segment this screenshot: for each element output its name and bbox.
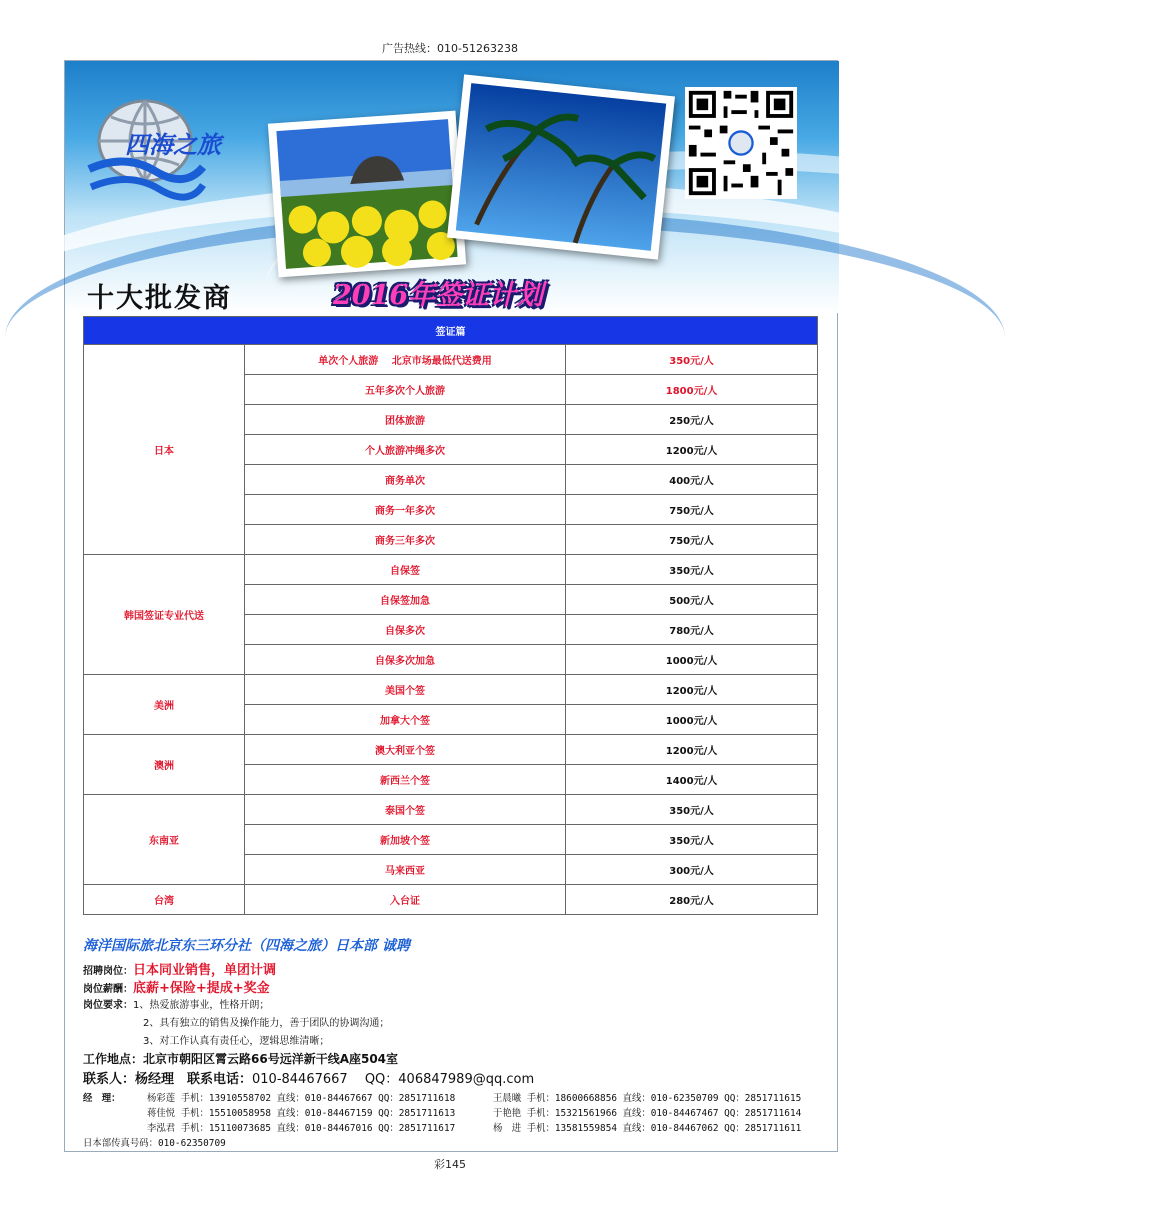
globe-logo-icon <box>85 91 221 203</box>
price-cell: 280元/人 <box>566 885 818 915</box>
visa-plan-heading: 2016年签证计划 <box>333 280 544 311</box>
manager-contact: 李泓君 手机：15110073685 直线：010-84467016 QQ：2851711617 <box>147 1123 456 1134</box>
page-number: 彩145 <box>434 1158 466 1171</box>
price-cell: 350元/人 <box>566 825 818 855</box>
price-cell: 1200元/人 <box>566 675 818 705</box>
manager-contact: 于艳艳 手机：15321561966 直线：010-84467467 QQ：2851711614 <box>493 1108 802 1119</box>
visa-item-cell: 入台证 <box>245 885 566 915</box>
region-cell: 澳洲 <box>84 735 245 795</box>
fax-number: 日本部传真号码：010-62350709 <box>83 1138 226 1149</box>
price-cell: 250元/人 <box>566 405 818 435</box>
price-cell: 750元/人 <box>566 495 818 525</box>
table-row <box>84 675 818 705</box>
visa-item-cell: 泰国个签 <box>245 795 566 825</box>
visa-item-cell: 新西兰个签 <box>245 765 566 795</box>
table-row <box>84 795 818 825</box>
price-cell: 1000元/人 <box>566 645 818 675</box>
requirement-2: 2、具有独立的销售及操作能力，善于团队的协调沟通； <box>143 1018 390 1029</box>
price-cell: 750元/人 <box>566 525 818 555</box>
visa-item-cell: 商务单次 <box>245 465 566 495</box>
visa-item-cell: 新加坡个签 <box>245 825 566 855</box>
qr-code-icon <box>685 87 797 199</box>
price-cell: 400元/人 <box>566 465 818 495</box>
requirement-label: 岗位要求： <box>83 1000 133 1011</box>
visa-item-cell: 个人旅游冲绳多次 <box>245 435 566 465</box>
manager-contact: 杨彩莲 手机：13910558702 直线：010-84467667 QQ：2851711618 <box>147 1093 456 1104</box>
price-cell: 500元/人 <box>566 585 818 615</box>
visa-item-cell: 商务三年多次 <box>245 525 566 555</box>
region-cell: 台湾 <box>84 885 245 915</box>
table-row <box>84 885 818 915</box>
table-row <box>84 555 818 585</box>
manager-contact: 王晨曦 手机：18600668856 直线：010-62350709 QQ：2851711615 <box>493 1093 802 1104</box>
logo-text: 四海之旅 <box>125 130 221 159</box>
ad-hotline: 广告热线：010-51263238 <box>382 42 518 55</box>
price-cell: 300元/人 <box>566 855 818 885</box>
visa-item-cell: 自保多次 <box>245 615 566 645</box>
requirement-1: 1、热爱旅游事业，性格开朗； <box>133 1000 270 1011</box>
visa-item-cell: 单次个人旅游 北京市场最低代送费用 <box>245 345 566 375</box>
advertisement-page <box>64 60 838 1152</box>
region-cell: 美洲 <box>84 675 245 735</box>
table-title: 签证篇 <box>84 317 818 345</box>
salary-label: 岗位薪酬： <box>83 984 133 995</box>
visa-item-cell: 商务一年多次 <box>245 495 566 525</box>
table-row <box>84 735 818 765</box>
price-cell: 350元/人 <box>566 795 818 825</box>
price-cell: 1800元/人 <box>566 375 818 405</box>
price-cell: 1400元/人 <box>566 765 818 795</box>
visa-item-cell: 美国个签 <box>245 675 566 705</box>
visa-item-cell: 澳大利亚个签 <box>245 735 566 765</box>
visa-item-cell: 自保签加急 <box>245 585 566 615</box>
visa-item-cell: 自保多次加急 <box>245 645 566 675</box>
position-value: 日本同业销售，单团计调 <box>133 963 277 978</box>
banner <box>65 61 839 313</box>
region-cell: 东南亚 <box>84 795 245 885</box>
recruit-title: 海洋国际旅北京东三环分社（四海之旅）日本部 诚聘 <box>83 938 410 954</box>
requirement-3: 3、对工作认真有责任心，逻辑思维清晰； <box>143 1036 330 1047</box>
contact-label: 联系人：杨经理 联系电话： <box>83 1072 253 1087</box>
price-cell: 1200元/人 <box>566 435 818 465</box>
price-cell: 350元/人 <box>566 555 818 585</box>
work-address: 工作地点：北京市朝阳区霄云路66号远洋新干线A座504室 <box>83 1052 399 1066</box>
palm-tree-photo <box>447 74 675 259</box>
manager-contact: 蒋佳悦 手机：15510058958 直线：010-84467159 QQ：2851711613 <box>147 1108 456 1119</box>
position-label: 招聘岗位： <box>83 966 133 977</box>
manager-label: 经 理： <box>83 1093 121 1104</box>
visa-item-cell: 团体旅游 <box>245 405 566 435</box>
price-cell: 1200元/人 <box>566 735 818 765</box>
table-row <box>84 345 818 375</box>
price-cell: 780元/人 <box>566 615 818 645</box>
visa-item-cell: 五年多次个人旅游 <box>245 375 566 405</box>
manager-contact: 杨 进 手机：13581559854 直线：010-84467062 QQ：2851711611 <box>493 1123 802 1134</box>
price-cell: 1000元/人 <box>566 705 818 735</box>
island-photo <box>268 111 466 278</box>
visa-item-cell: 自保签 <box>245 555 566 585</box>
visa-item-cell: 加拿大个签 <box>245 705 566 735</box>
region-cell: 韩国签证专业代送 <box>84 555 245 675</box>
region-cell: 日本 <box>84 345 245 555</box>
salary-value: 底薪+保险+提成+奖金 <box>133 981 270 996</box>
price-cell: 350元/人 <box>566 345 818 375</box>
contact-phone: 010-84467667 QQ：406847989@qq.com <box>252 1072 535 1087</box>
visa-price-table <box>83 316 818 915</box>
visa-item-cell: 马来西亚 <box>245 855 566 885</box>
wholesaler-heading: 十大批发商 <box>87 283 232 314</box>
